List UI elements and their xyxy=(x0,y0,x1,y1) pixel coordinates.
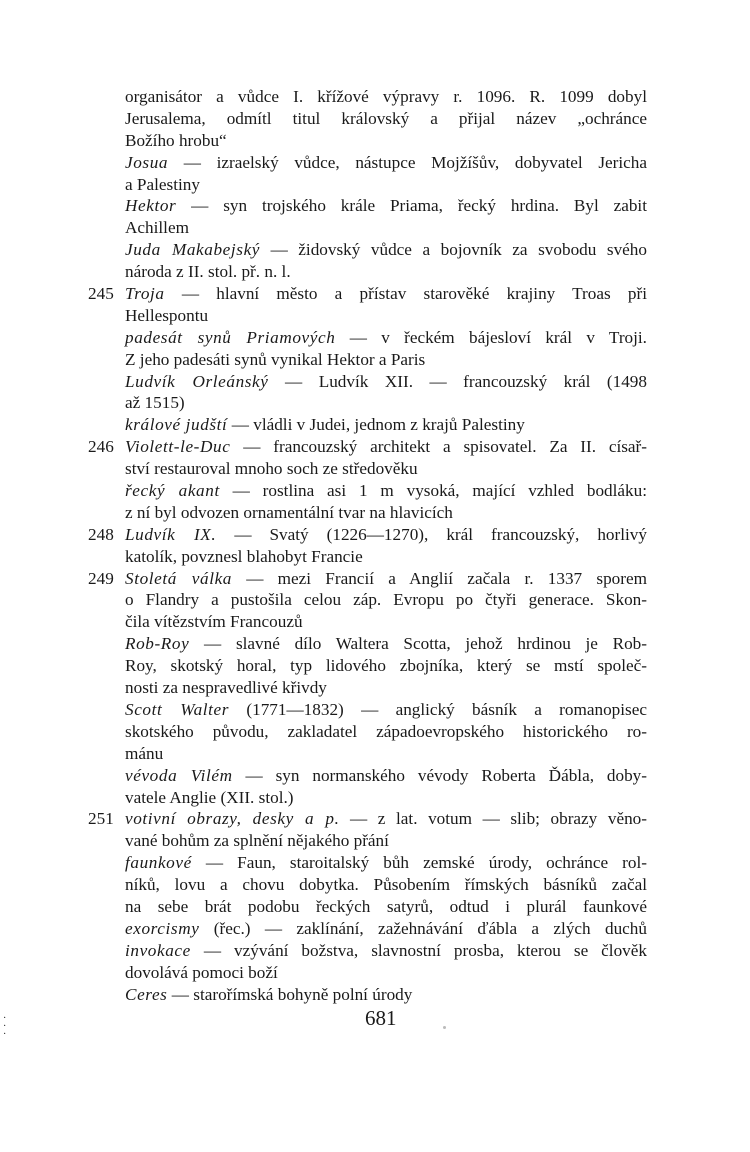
glossary-term: Scott Walter xyxy=(125,699,230,719)
glossary-line xyxy=(125,174,647,196)
glossary-definition: — izraelský vůdce, nástupce Mojžíšův, dobyvatel Jericha xyxy=(168,152,647,172)
glossary-term: faunkové xyxy=(125,853,192,873)
glossary-line xyxy=(88,808,647,830)
glossary-definition: — z lat. votum — slib; obrazy věno- xyxy=(339,809,647,829)
glossary-definition: až 1515) xyxy=(125,393,185,413)
source-page-reference: 249 xyxy=(88,568,114,588)
glossary-definition: mánu xyxy=(125,743,164,763)
glossary-line xyxy=(125,633,647,655)
source-page-reference: 246 xyxy=(88,437,114,457)
glossary-line xyxy=(125,261,647,283)
glossary-definition: — v řeckém bájesloví král v Troji. xyxy=(335,327,647,347)
glossary-line xyxy=(88,436,647,458)
glossary-line xyxy=(125,239,647,261)
glossary-line xyxy=(125,611,647,633)
glossary-definition: (1771—1832) — anglický básník a romanopisec xyxy=(229,699,647,719)
glossary-line xyxy=(125,896,647,918)
glossary-line xyxy=(125,305,647,327)
glossary-line xyxy=(125,217,647,239)
glossary-term: králové judští xyxy=(125,415,228,435)
glossary-line xyxy=(125,349,647,371)
glossary-term: votivní obrazy, desky a p. xyxy=(125,809,340,829)
glossary-term: Ludvík IX. xyxy=(125,524,217,544)
glossary-definition: (řec.) — zaklínání, zažehnávání ďábla a zlých duchů xyxy=(199,918,647,938)
glossary-line xyxy=(125,984,647,1006)
glossary-definition: — rostlina asi 1 m vysoká, mající vzhled bodláku: xyxy=(219,481,647,501)
glossary-definition: — starořímská bohyně polní úrody xyxy=(167,984,413,1004)
source-page-reference: 245 xyxy=(88,284,114,304)
glossary-term: Troja xyxy=(125,284,165,304)
glossary-definition: — vládli v Judei, jednom z krajů Palestiny xyxy=(227,415,525,435)
glossary-definition: Jerusalema, odmítl titul královský a přijal název „ochránce xyxy=(125,108,647,128)
glossary-term: Stoletá válka xyxy=(125,568,232,588)
glossary-line xyxy=(125,743,647,765)
glossary-line xyxy=(88,568,647,590)
glossary-line xyxy=(125,765,647,787)
glossary-line xyxy=(125,152,647,174)
glossary-line xyxy=(125,392,647,414)
glossary-definition: — Ludvík XII. — francouzský král (1498 xyxy=(268,371,647,391)
margin-marks: · · · xyxy=(3,1013,7,1040)
glossary-line xyxy=(125,940,647,962)
glossary-definition: čila vítězstvím Francouzů xyxy=(125,612,303,632)
glossary-definition: — francouzský architekt a spisovatel. Za II. císař- xyxy=(230,437,647,457)
glossary-definition: Z jeho padesáti synů vynikal Hektor a Paris xyxy=(125,349,426,369)
glossary-term: exorcismy xyxy=(125,918,200,938)
glossary-line xyxy=(125,371,647,393)
glossary-definition: vané bohům za splnění nějakého přání xyxy=(125,831,389,851)
glossary-definition: ství restauroval mnoho soch ze středověku xyxy=(125,459,418,479)
glossary-definition: na sebe brát podobu řeckých satyrů, odtud i plurál faunkové xyxy=(125,896,647,916)
glossary-term: vévoda Vilém xyxy=(125,765,233,785)
glossary-term: Rob-Roy xyxy=(125,634,190,654)
glossary-line xyxy=(125,195,647,217)
source-page-reference: 248 xyxy=(88,524,114,544)
glossary-definition: vatele Anglie (XII. stol.) xyxy=(125,787,294,807)
glossary-line xyxy=(125,589,647,611)
page-number: 681 xyxy=(365,1006,397,1030)
glossary-line xyxy=(125,480,647,502)
glossary-line xyxy=(125,852,647,874)
glossary-line xyxy=(125,458,647,480)
glossary-line xyxy=(125,108,647,130)
glossary-line xyxy=(125,546,647,568)
glossary-line xyxy=(125,130,647,152)
glossary-definition: skotského původu, zakladatel západoevropského historického ro- xyxy=(125,721,647,741)
glossary-term: Ludvík Orleánský xyxy=(125,371,269,391)
glossary-term: Juda Makabejský xyxy=(125,240,261,260)
glossary-definition: — mezi Francií a Anglií začala r. 1337 sporem xyxy=(232,568,647,588)
glossary-definition: — syn trojského krále Priama, řecký hrdina. Byl zabit xyxy=(176,196,647,216)
glossary-line xyxy=(125,830,647,852)
glossary-line xyxy=(125,414,647,436)
glossary-definition: národa z II. stol. př. n. l. xyxy=(125,262,291,282)
glossary-definition: — Faun, staroitalský bůh zemské úrody, ochránce rol- xyxy=(191,853,647,873)
glossary-term: invokace xyxy=(125,940,191,960)
glossary-definition: a Palestiny xyxy=(125,174,200,194)
glossary-line xyxy=(125,327,647,349)
paper-speck xyxy=(443,1026,446,1029)
glossary-line xyxy=(125,787,647,809)
glossary-term: řecký akant xyxy=(125,481,220,501)
glossary-line xyxy=(125,655,647,677)
glossary-definition: — syn normanského vévody Roberta Ďábla, doby- xyxy=(232,765,648,785)
glossary-definition: Hellespontu xyxy=(125,305,209,325)
glossary-line xyxy=(125,677,647,699)
glossary-line xyxy=(125,86,647,108)
glossary-definition: dovolává pomoci boží xyxy=(125,962,278,982)
glossary-definition: Roy, skotský horal, typ lidového zbojníka, který se mstí společ- xyxy=(125,656,647,676)
glossary-definition: o Flandry a pustošila celou záp. Evropu po čtyři generace. Skon- xyxy=(125,590,647,610)
glossary-definition: Božího hrobu“ xyxy=(125,130,227,150)
glossary-definition: z ní byl odvozen ornamentální tvar na hlavicích xyxy=(125,502,453,522)
glossary-line xyxy=(88,524,647,546)
glossary-definition: — slavné dílo Waltera Scotta, jehož hrdinou je Rob- xyxy=(189,634,647,654)
glossary-term: padesát synů Priamových xyxy=(125,327,336,347)
glossary-line xyxy=(125,721,647,743)
glossary-definition: — židovský vůdce a bojovník za svobodu svého xyxy=(260,240,647,260)
glossary-definition: níků, lovu a chovu dobytka. Působením římských básníků začal xyxy=(125,875,647,895)
glossary-line xyxy=(125,962,647,984)
glossary-term: Ceres xyxy=(125,984,168,1004)
glossary-definition: — hlavní město a přístav starověké krajiny Troas při xyxy=(164,284,647,304)
glossary-term: Violett-le-Duc xyxy=(125,437,231,457)
glossary-term: Josua xyxy=(125,152,169,172)
glossary-definition: nosti za nespravedlivé křivdy xyxy=(125,678,327,698)
glossary-line xyxy=(125,918,647,940)
glossary-term: Hektor xyxy=(125,196,177,216)
glossary-line xyxy=(125,699,647,721)
glossary-definition: — vzývání božstva, slavnostní prosba, kterou se člověk xyxy=(190,940,647,960)
glossary-line xyxy=(125,502,647,524)
source-page-reference: 251 xyxy=(88,809,114,829)
glossary-line xyxy=(88,283,647,305)
glossary-text xyxy=(88,86,648,1005)
glossary-line xyxy=(125,874,647,896)
glossary-definition: organisátor a vůdce I. křížové výpravy r. 1096. R. 1099 dobyl xyxy=(125,87,647,106)
glossary-definition: katolík, povznesl blahobyt Francie xyxy=(125,546,363,566)
glossary-definition: — Svatý (1226—1270), král francouzský, horlivý xyxy=(216,524,647,544)
glossary-definition: Achillem xyxy=(125,218,189,238)
